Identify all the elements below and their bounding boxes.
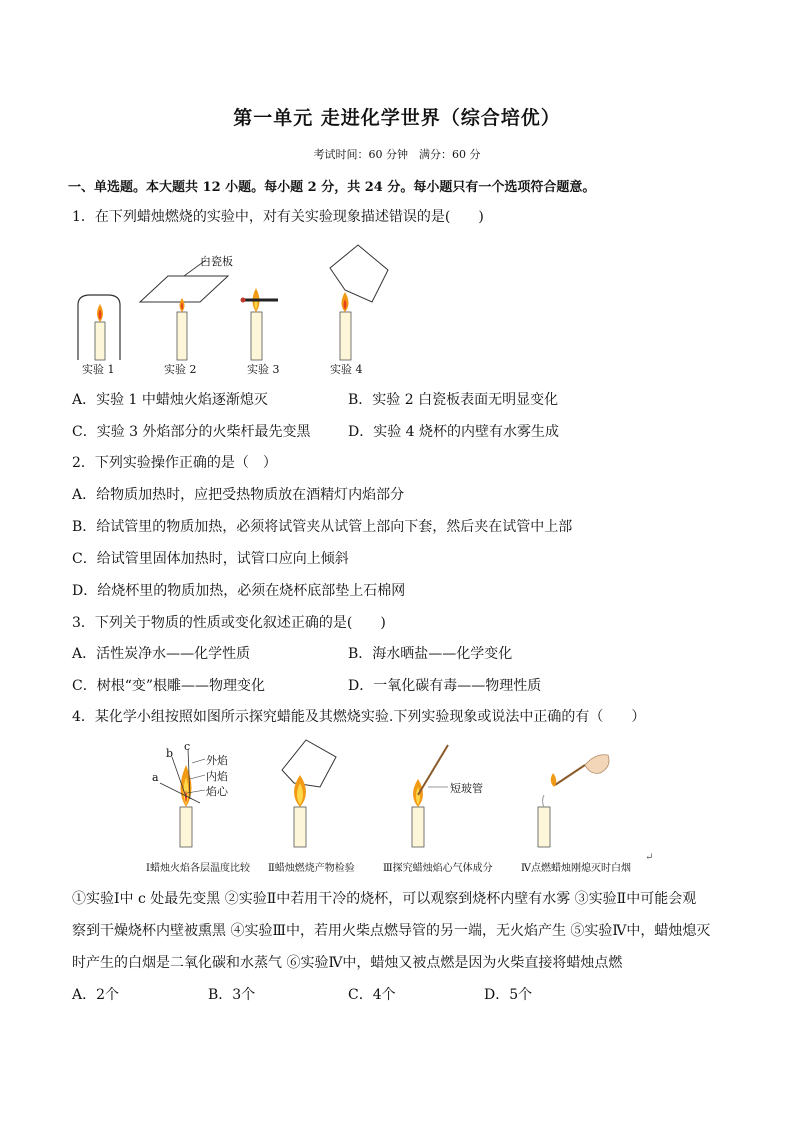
- q4-statements-line-3: 时产生的白烟是二氧化碳和水蒸气 ⑥实验Ⅳ中，蜡烛又被点燃是因为火柴直接将蜡烛点燃: [72, 955, 623, 971]
- question-4-stem: 4．某化学小组按照如图所示探究蜡能及其燃烧实验.下列实验现象或说法中正确的有（ ）: [72, 709, 646, 725]
- q2-option-d: D．给烧杯里的物质加热，必须在烧杯底部垫上石棉网: [72, 583, 406, 599]
- flame-label-core: 焰心: [206, 785, 228, 798]
- experiment-4-caption: 实验 4: [330, 363, 363, 376]
- q1-option-c: C．实验 3 外焰部分的火柴杆最先变黑: [72, 424, 311, 440]
- flame-label-c: c: [184, 740, 191, 753]
- experiment-3-caption: 实验 3: [247, 363, 280, 376]
- q2-option-b: B．给试管里的物质加热，必须将试管夹从试管上部向下套，然后夹在试管中上部: [72, 519, 573, 535]
- q1-option-d: D．实验 4 烧杯的内壁有水雾生成: [348, 424, 560, 440]
- question-2-stem: 2．下列实验操作正确的是（ ）: [72, 455, 277, 471]
- short-tube-label: 短玻管: [450, 782, 483, 795]
- q4-option-a: A．2个: [72, 987, 120, 1003]
- experiment-III-diagram: [412, 745, 448, 847]
- experiment-III-caption: Ⅲ探究蜡烛焰心气体成分: [383, 863, 493, 874]
- experiment-1-diagram: [78, 295, 120, 360]
- q4-option-c: C．4个: [348, 987, 396, 1003]
- experiment-IV-diagram: [538, 755, 609, 847]
- experiment-1-caption: 实验 1: [82, 363, 115, 376]
- flame-label-inner: 内焰: [206, 770, 228, 783]
- flame-label-b: b: [166, 747, 174, 760]
- q4-option-b: B．3个: [208, 987, 256, 1003]
- porcelain-plate-label: 白瓷板: [200, 255, 233, 268]
- exam-info: 考试时间：60 分钟 满分：60 分: [313, 148, 481, 161]
- experiment-IV-caption: Ⅳ点燃蜡烛刚熄灭时白烟: [521, 863, 631, 874]
- q3-option-a: A．活性炭净水——化学性质: [72, 646, 251, 662]
- flame-label-a: a: [152, 771, 159, 784]
- experiment-2-diagram: [140, 260, 228, 360]
- question-1-figure: [0, 240, 794, 400]
- experiment-II-caption: Ⅱ蜡烛燃烧产物检验: [268, 863, 355, 874]
- experiment-3-diagram: [241, 288, 279, 360]
- q1-option-a: A．实验 1 中蜡烛火焰逐渐熄灭: [72, 392, 268, 408]
- question-4-figure: [0, 735, 794, 855]
- experiment-I-caption: Ⅰ蜡烛火焰各层温度比较: [146, 863, 250, 874]
- q1-option-b: B．实验 2 白瓷板表面无明显变化: [348, 392, 559, 408]
- q4-statements-line-1: ①实验Ⅰ中 c 处最先变黑 ②实验Ⅱ中若用干冷的烧杯，可以观察到烧杯内壁有水雾 ③实验Ⅱ中可能会观: [72, 891, 697, 907]
- experiment-II-diagram: [282, 740, 336, 847]
- q2-option-a: A．给物质加热时，应把受热物质放在酒精灯内焰部分: [72, 487, 405, 503]
- q4-option-d: D．5个: [484, 987, 533, 1003]
- experiment-4-diagram: [330, 245, 388, 360]
- flame-label-outer: 外焰: [206, 754, 228, 767]
- question-1-stem: 1．在下列蜡烛燃烧的实验中，对有关实验现象描述错误的是( ): [72, 209, 484, 225]
- paragraph-mark: ↵: [645, 852, 654, 863]
- section-heading: 一、单选题。本大题共 12 小题。每小题 2 分，共 24 分。每小题只有一个选项符合题意。: [68, 180, 596, 195]
- q4-statements-line-2: 察到干燥烧杯内壁被熏黑 ④实验Ⅲ中，若用火柴点燃导管的另一端，无火焰产生 ⑤实验Ⅳ中，蜡烛熄灭: [72, 923, 711, 939]
- question-3-stem: 3．下列关于物质的性质或变化叙述正确的是( ): [72, 615, 386, 631]
- experiment-I-diagram: [160, 749, 205, 847]
- q3-option-d: D．一氧化碳有毒——物理性质: [348, 678, 542, 694]
- experiment-2-caption: 实验 2: [164, 363, 197, 376]
- q2-option-c: C．给试管里固体加热时，试管口应向上倾斜: [72, 551, 349, 567]
- page-title: 第一单元 走进化学世界（综合培优）: [233, 107, 561, 129]
- q3-option-b: B．海水晒盐——化学变化: [348, 646, 513, 662]
- q3-option-c: C．树根“变”根雕——物理变化: [72, 678, 266, 694]
